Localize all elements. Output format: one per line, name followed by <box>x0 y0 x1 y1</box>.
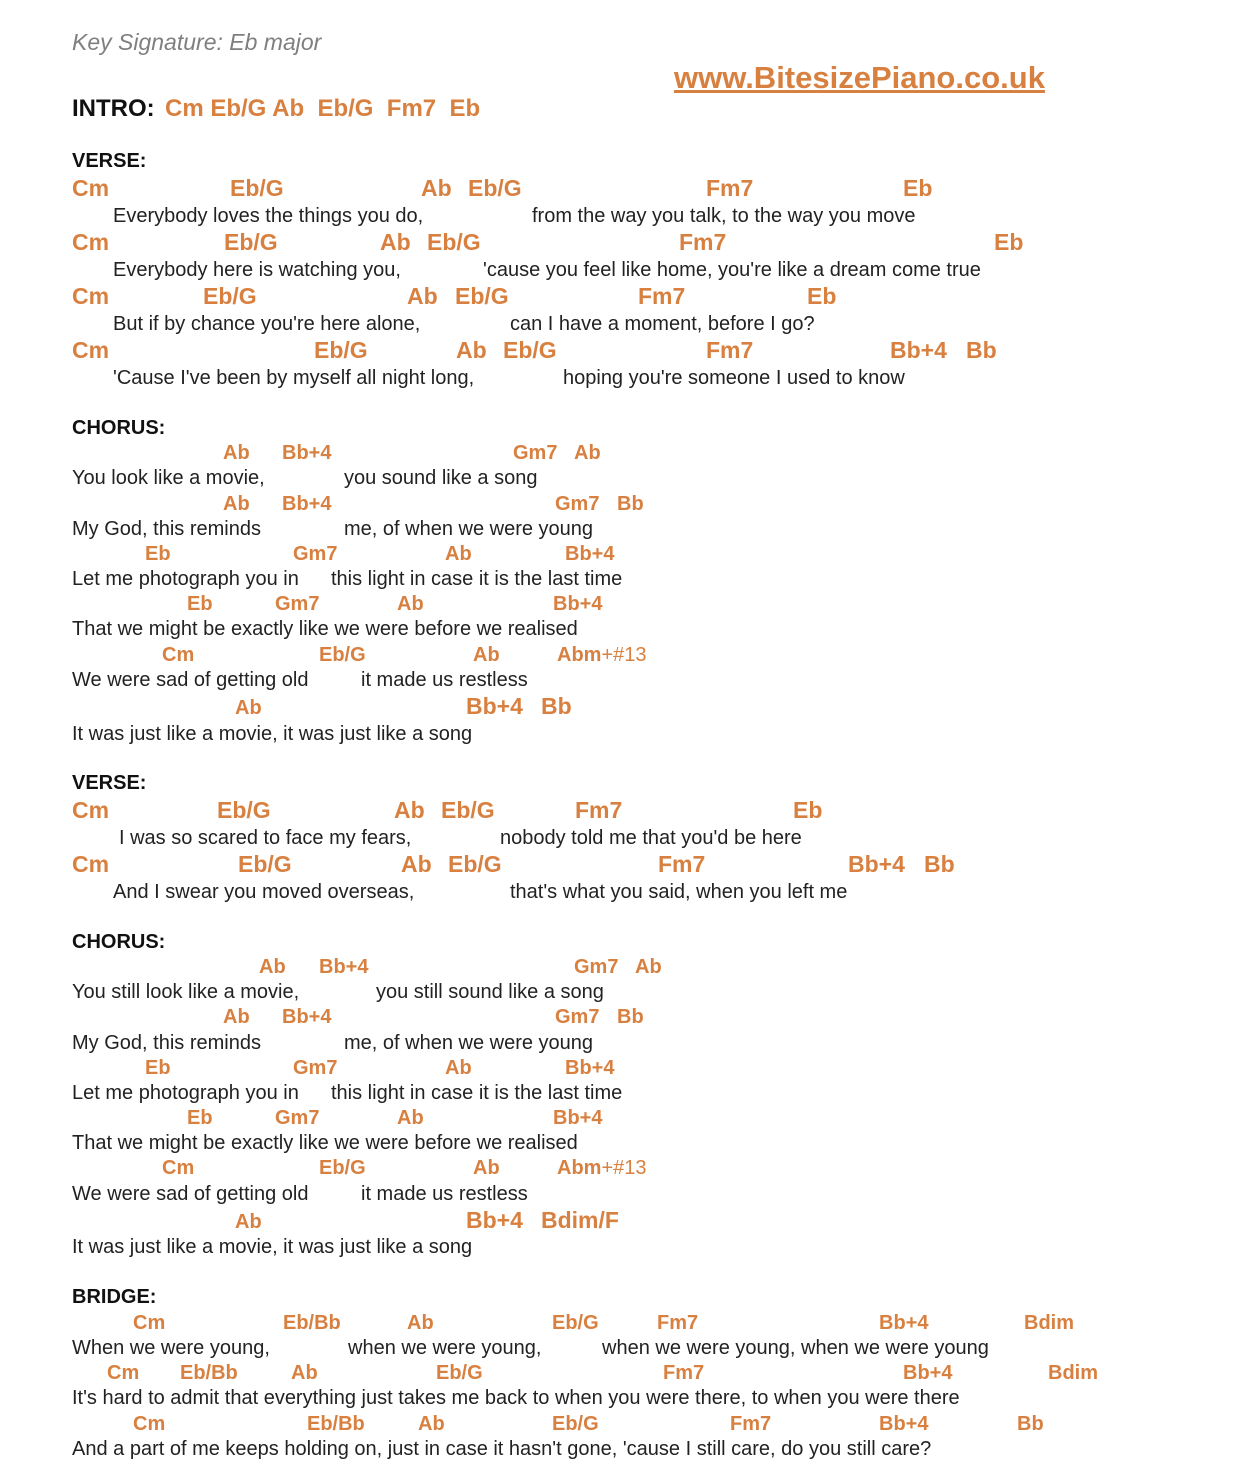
lyric-line: My God, this reminds <box>72 518 261 540</box>
chord: Gm7 <box>574 956 619 978</box>
chord: Eb/G <box>230 175 284 201</box>
chord: Eb <box>994 229 1024 255</box>
chord: Eb/G <box>436 1362 483 1384</box>
chord: Bb <box>1017 1413 1044 1435</box>
chord: Cm <box>133 1312 166 1334</box>
chord: Bb+4 <box>903 1362 953 1384</box>
lyric-line: I was so scared to face my fears, <box>119 827 412 849</box>
chord: Cm <box>72 175 110 201</box>
lyric-line: you sound like a song <box>344 467 538 489</box>
chord-root: Abm <box>557 1157 602 1179</box>
chord: Bb+4 <box>848 851 905 877</box>
chord: Eb/G <box>427 229 481 255</box>
chord: Bdim/F <box>541 1207 619 1233</box>
chord: Bb+4 <box>879 1312 929 1334</box>
chord: Eb/G <box>552 1312 599 1334</box>
section-label-verse: VERSE: <box>72 150 147 172</box>
lyric-line: Everybody loves the things you do, <box>113 205 424 227</box>
chord: Fm7 <box>706 175 754 201</box>
lyric-line: me, of when we were young <box>344 518 594 540</box>
chord: Ab <box>445 1057 472 1079</box>
lyric-line: My God, this reminds <box>72 1032 261 1054</box>
chord: Bb+4 <box>466 1207 523 1233</box>
chord: Ab <box>407 1312 434 1334</box>
lyric-line: It's hard to admit that everything just takes me back to when you were there, to when you were there <box>72 1387 960 1409</box>
chord: Eb/G <box>448 851 502 877</box>
lyric-line: you still sound like a song <box>376 981 604 1003</box>
lyric-line: And a part of me keeps holding on, just in case it hasn't gone, 'cause I still care, do you still care? <box>72 1438 932 1460</box>
chord: Eb/G <box>468 175 522 201</box>
chord: Ab <box>223 1006 250 1028</box>
chord: Ab <box>223 493 250 515</box>
chord: Bb+4 <box>890 337 947 363</box>
chord: Fm7 <box>679 229 727 255</box>
chord: Ab <box>394 797 425 823</box>
chord: Bb+4 <box>553 1107 603 1129</box>
chord: Ab <box>397 593 424 615</box>
chord: Ab <box>223 442 250 464</box>
chord: Bb+4 <box>319 956 369 978</box>
lyric-line: me, of when we were young <box>344 1032 594 1054</box>
chord: Eb <box>903 175 933 201</box>
lyric-line: And I swear you moved overseas, <box>113 881 415 903</box>
chord: Eb/G <box>319 644 366 666</box>
chord: Eb/G <box>441 797 495 823</box>
chord: Bb+4 <box>879 1413 929 1435</box>
chord: Bb+4 <box>282 442 332 464</box>
chord: Gm7 <box>293 1057 338 1079</box>
chord: Gm7 <box>555 493 600 515</box>
chord-extension: +#13 <box>601 644 647 666</box>
chord: Bb+4 <box>282 1006 332 1028</box>
chord: Eb/G <box>503 337 557 363</box>
chord: Cm <box>72 797 110 823</box>
chord: Bb+4 <box>565 543 615 565</box>
intro-chords: Cm Eb/G Ab Eb/G Fm7 Eb <box>165 95 481 122</box>
chord: Bb <box>966 337 997 363</box>
chord: Bb <box>924 851 955 877</box>
chord: Ab <box>235 1211 262 1233</box>
chord: Eb <box>807 283 837 309</box>
chord <box>557 1158 647 1178</box>
lyric-line: We were sad of getting old <box>72 1183 309 1205</box>
chord: Cm <box>107 1362 140 1384</box>
chord: Eb/G <box>203 283 257 309</box>
chord: Fm7 <box>657 1312 699 1334</box>
lyric-line: That we might be exactly like we were before we realised <box>72 618 578 640</box>
chord: Fm7 <box>730 1413 772 1435</box>
lyric-line: That we might be exactly like we were before we realised <box>72 1132 578 1154</box>
chord: Gm7 <box>293 543 338 565</box>
chord: Eb/Bb <box>283 1312 341 1334</box>
lyric-line: We were sad of getting old <box>72 669 309 691</box>
chord: Gm7 <box>275 593 320 615</box>
chord: Ab <box>635 956 662 978</box>
chord: Ab <box>421 175 452 201</box>
chord: Bb+4 <box>282 493 332 515</box>
chord: Ab <box>291 1362 318 1384</box>
chord: Fm7 <box>663 1362 705 1384</box>
section-label-chorus: CHORUS: <box>72 931 166 953</box>
chord: Eb <box>145 1057 171 1079</box>
chord: Cm <box>72 283 110 309</box>
chord: Ab <box>473 1157 500 1179</box>
chord: Gm7 <box>275 1107 320 1129</box>
chord: Ab <box>456 337 487 363</box>
lyric-line: nobody told me that you'd be here <box>500 827 802 849</box>
lyric-line: Let me photograph you in <box>72 568 299 590</box>
chord: Gm7 <box>555 1006 600 1028</box>
chord: Ab <box>235 697 262 719</box>
chord: Gm7 <box>513 442 558 464</box>
chord: Fm7 <box>706 337 754 363</box>
lyric-line: 'cause you feel like home, you're like a dream come true <box>483 259 981 281</box>
chord: Eb/G <box>217 797 271 823</box>
chord: Cm <box>162 644 195 666</box>
chord: Eb/G <box>552 1413 599 1435</box>
chord: Eb <box>145 543 171 565</box>
lyric-line: from the way you talk, to the way you move <box>532 205 916 227</box>
chord: Ab <box>418 1413 445 1435</box>
lyric-line: 'Cause I've been by myself all night long, <box>113 367 475 389</box>
chord: Bdim <box>1024 1312 1074 1334</box>
chord: Ab <box>574 442 601 464</box>
chord: Bb <box>617 1006 644 1028</box>
chord: Eb/G <box>319 1157 366 1179</box>
chord: Fm7 <box>658 851 706 877</box>
chord: Eb/G <box>455 283 509 309</box>
chord: Eb <box>187 593 213 615</box>
chord: Bb <box>617 493 644 515</box>
chord: Cm <box>133 1413 166 1435</box>
lyric-line: can I have a moment, before I go? <box>510 313 815 335</box>
lyric-line: Everybody here is watching you, <box>113 259 401 281</box>
lyric-line: It was just like a movie, it was just like a song <box>72 723 473 745</box>
chord: Bb+4 <box>565 1057 615 1079</box>
lyric-line: when we were young, when we were young <box>602 1337 989 1359</box>
chord-extension: +#13 <box>601 1157 647 1179</box>
lyric-line: But if by chance you're here alone, <box>113 313 421 335</box>
chord: Fm7 <box>575 797 623 823</box>
chord: Eb/G <box>314 337 368 363</box>
lyric-line: when we were young, <box>348 1337 542 1359</box>
chord: Ab <box>397 1107 424 1129</box>
section-label-bridge: BRIDGE: <box>72 1286 157 1308</box>
chord: Cm <box>162 1157 195 1179</box>
chord: Ab <box>473 644 500 666</box>
chord: Cm <box>72 851 110 877</box>
chord: Ab <box>407 283 438 309</box>
website-link[interactable]: www.BitesizePiano.co.uk <box>674 60 1045 95</box>
lyric-line: When we were young, <box>72 1337 270 1359</box>
key-signature: Key Signature: Eb major <box>72 29 322 55</box>
chord: Eb/Bb <box>307 1413 365 1435</box>
lyric-line: You still look like a movie, <box>72 981 300 1003</box>
section-label-chorus: CHORUS: <box>72 417 166 439</box>
chord: Bb+4 <box>466 693 523 719</box>
chord: Ab <box>445 543 472 565</box>
chord: Ab <box>401 851 432 877</box>
section-label-verse: VERSE: <box>72 772 147 794</box>
chord: Cm <box>72 337 110 363</box>
lyric-line: this light in case it is the last time <box>331 1082 623 1104</box>
chord: Eb/Bb <box>180 1362 238 1384</box>
lyric-line: it made us restless <box>361 1183 528 1205</box>
lyric-line: it made us restless <box>361 669 528 691</box>
lyric-line: this light in case it is the last time <box>331 568 623 590</box>
lyric-line: You look like a movie, <box>72 467 265 489</box>
chord: Bdim <box>1048 1362 1098 1384</box>
chord: Bb+4 <box>553 593 603 615</box>
lyric-line: It was just like a movie, it was just like a song <box>72 1236 473 1258</box>
chord: Ab <box>380 229 411 255</box>
chord: Eb <box>793 797 823 823</box>
chord: Eb <box>187 1107 213 1129</box>
chord-root: Abm <box>557 644 602 666</box>
chord: Bb <box>541 693 572 719</box>
chord <box>557 645 647 665</box>
intro-label: INTRO: <box>72 95 155 122</box>
lyric-line: Let me photograph you in <box>72 1082 299 1104</box>
chord: Eb/G <box>224 229 278 255</box>
chord: Eb/G <box>238 851 292 877</box>
lyric-line: hoping you're someone I used to know <box>563 367 905 389</box>
lyric-line: that's what you said, when you left me <box>510 881 848 903</box>
chord: Fm7 <box>638 283 686 309</box>
chord: Ab <box>259 956 286 978</box>
chord: Cm <box>72 229 110 255</box>
